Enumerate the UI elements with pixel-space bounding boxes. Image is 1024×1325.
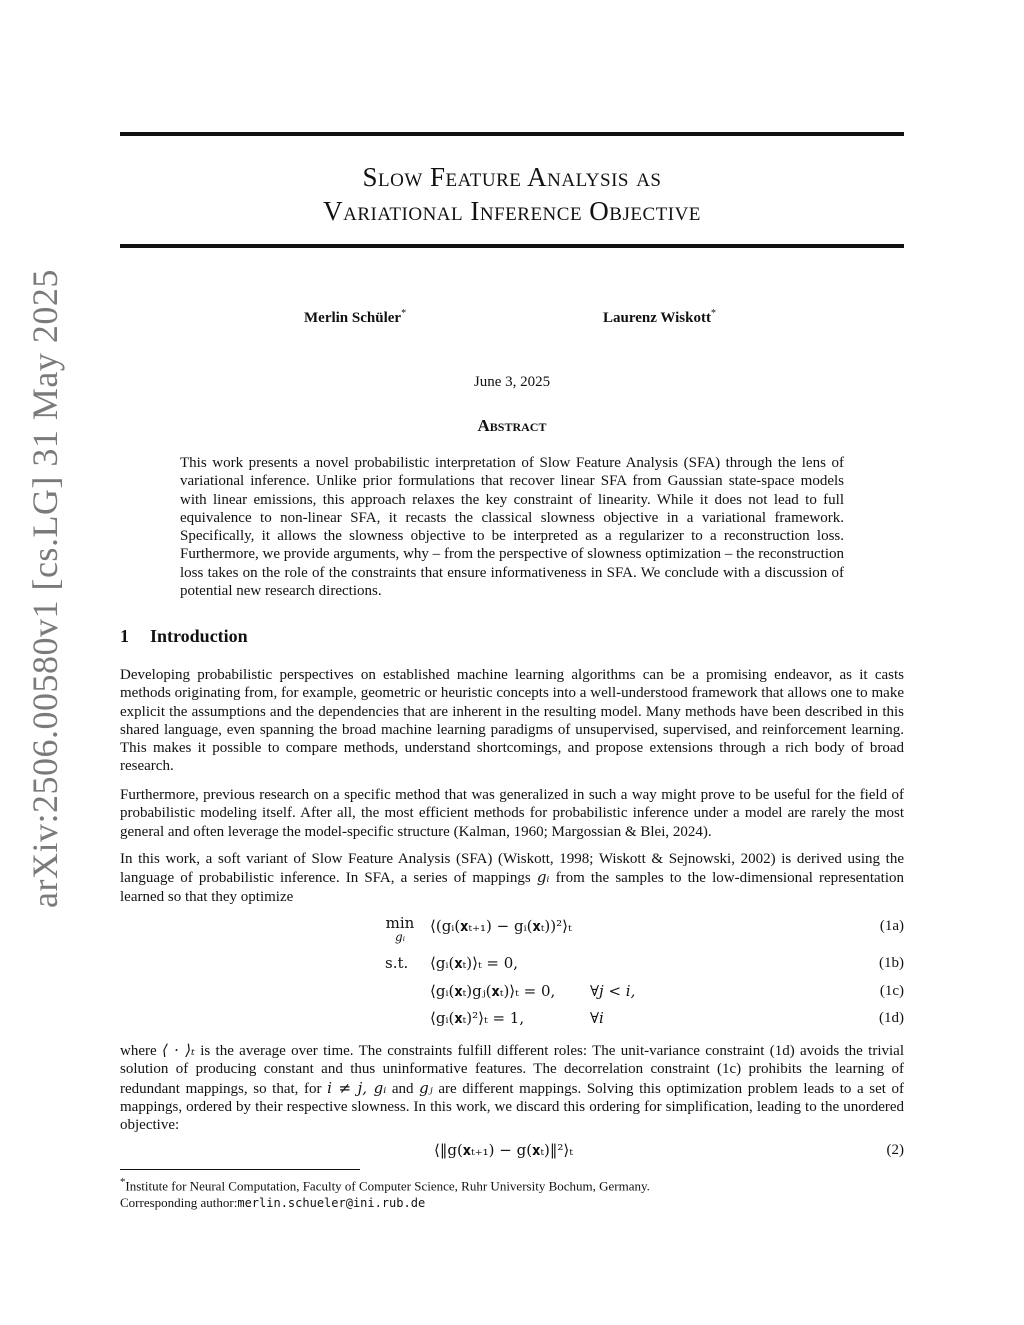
author-email-link[interactable]: merlin.schueler@ini.rub.de: [237, 1196, 426, 1211]
paragraph-3-part-a: In this work, a soft variant of Slow Feature Analysis (SFA) (Wiskott, 1998; Wiskott & Sejnowski, 2002) is derived using the language of probabilistic inference. In SFA, a series of mappings: [120, 851, 904, 887]
author-1-name: Merlin Schüler: [304, 310, 402, 326]
author-1-mark: *: [401, 308, 407, 319]
footnote-mark: *: [120, 1176, 126, 1188]
arxiv-identifier: arXiv:2506.00580v1 [cs.LG] 31 May 2025: [25, 269, 65, 908]
paper-date: June 3, 2025: [473, 374, 551, 390]
eq-1a-body: ⟨(gᵢ(𝐱ₜ₊₁) − gᵢ(𝐱ₜ))²⟩ₜ: [430, 917, 572, 935]
eq-1c-body: ⟨gᵢ(𝐱ₜ)gⱼ(𝐱ₜ)⟩ₜ = 0,: [430, 982, 556, 1000]
paragraph-3-part-b: from the samples to the low-dimensional representation learned so that they optimize: [120, 870, 904, 905]
eq-1d-cond: ∀i: [590, 1009, 604, 1027]
math-g-j: gⱼ: [419, 1078, 433, 1097]
eq-2-body: ⟨‖g(𝐱ₜ₊₁) − g(𝐱ₜ)‖²⟩ₜ: [434, 1141, 573, 1159]
footnote-corr-label: Corresponding author:: [120, 1195, 238, 1211]
eq-1b-st: s.t.: [385, 954, 409, 972]
footnote-affiliation: [120, 1174, 650, 1194]
math-i-neq-j: i ≠ j, gᵢ: [327, 1078, 387, 1097]
footnote-rule: [120, 1169, 360, 1170]
abstract-text: This work presents a novel probabilistic interpretation of Slow Feature Analysis (SFA) through the lens of variational inference. Unlike prior formulations that recover linear SFA from Gaussian state-space models with linear emissions, this approach relaxes the key constraint of linearity. While it does not lead to full equivalence to non-linear SFA, it recasts the classical slowness objective in a variational framework. Specifically, it allows the slowness objective to be interpreted as a regularizer to a reconstruction loss. Furthermore, we provide arguments, why – from the perspective of slowness optimization – the reconstruction loss takes on the role of the constraints that ensure informativeness in SFA. We conclude with a discussion of potential new research directions.: [180, 455, 844, 600]
eq-2-label: (2): [886, 1142, 904, 1158]
title-rule-top: [120, 132, 904, 136]
title-line-1: Slow Feature Analysis as: [362, 162, 662, 192]
footnote-corresponding: [120, 1194, 650, 1212]
section-heading: [120, 626, 248, 647]
abstract-heading: Abstract: [477, 416, 547, 435]
eq-1d-label: (1d): [879, 1010, 904, 1026]
paragraph-4-part-d: are different mappings. Solving this optimization problem leads to a set of mappings, ordered by their respective slowness. In this work, we discard this ordering for simplification, leading to the unordered objective:: [120, 1080, 904, 1134]
author-2: [603, 308, 716, 327]
author-2-mark: *: [710, 308, 716, 319]
math-average: ⟨ · ⟩ₜ: [161, 1041, 195, 1059]
title-line-2: Variational Inference Objective: [323, 196, 701, 226]
paragraph-3: [120, 850, 904, 906]
eq-1a-label: (1a): [879, 918, 904, 934]
eq-1b-body: ⟨gᵢ(𝐱ₜ)⟩ₜ = 0,: [430, 954, 519, 972]
paragraph-4: [120, 1041, 904, 1134]
math-g-i: gᵢ: [536, 868, 550, 887]
author-1: [304, 308, 406, 327]
eq-1c-cond: ∀j < i,: [590, 982, 636, 1000]
paper-title: [120, 160, 904, 228]
footnote: [120, 1174, 650, 1212]
author-2-name: Laurenz Wiskott: [603, 310, 711, 326]
eq-1a-min: min: [385, 914, 415, 932]
eq-1b-label: (1b): [879, 955, 904, 971]
paragraph-4-part-c: and: [386, 1080, 420, 1097]
eq-1a-lhs: [384, 916, 416, 944]
paragraph-1: Developing probabilistic perspectives on established machine learning algorithms can be a promising endeavor, as it casts methods originating from, for example, geometric or heuristic concepts into a well-understood framework that allows one to make explicit the assumptions and the dependencies that are inherent in the resulting model. Many methods have been described in this shared language, even spanning the broad machine learning paradigms of unsupervised, supervised, and reinforcement learning. This makes it possible to compare methods, understand shortcomings, and propose extensions through a rich body of broad research.: [120, 667, 904, 775]
title-rule-bottom: [120, 244, 904, 248]
section-title: Introduction: [150, 626, 248, 646]
paragraph-4-part-a: where: [120, 1043, 162, 1059]
footnote-affiliation-text: Institute for Neural Computation, Faculty of Computer Science, Ruhr University Bochum, Germany.: [125, 1178, 650, 1194]
eq-1c-label: (1c): [879, 983, 904, 999]
paragraph-4-part-b: is the average over time. The constraints fulfill different roles: The unit-variance constraint (1d) avoids the trivial solution of producing constant and thus uninformative features. The decorrelation constraint (1c) prohibits the learning of redundant mappings, so that, for: [120, 1043, 904, 1097]
eq-1d-body: ⟨gᵢ(𝐱ₜ)²⟩ₜ = 1,: [430, 1009, 525, 1027]
section-number: 1: [120, 626, 129, 646]
eq-1a-sub: gᵢ: [394, 930, 406, 944]
paragraph-2: Furthermore, previous research on a specific method that was generalized in such a way might prove to be useful for the field of probabilistic modeling itself. After all, the most efficient methods for probabilistic inference under a model are rarely the most general and often leverage the model-specific structure (Kalman, 1960; Margossian & Blei, 2024).: [120, 787, 904, 840]
